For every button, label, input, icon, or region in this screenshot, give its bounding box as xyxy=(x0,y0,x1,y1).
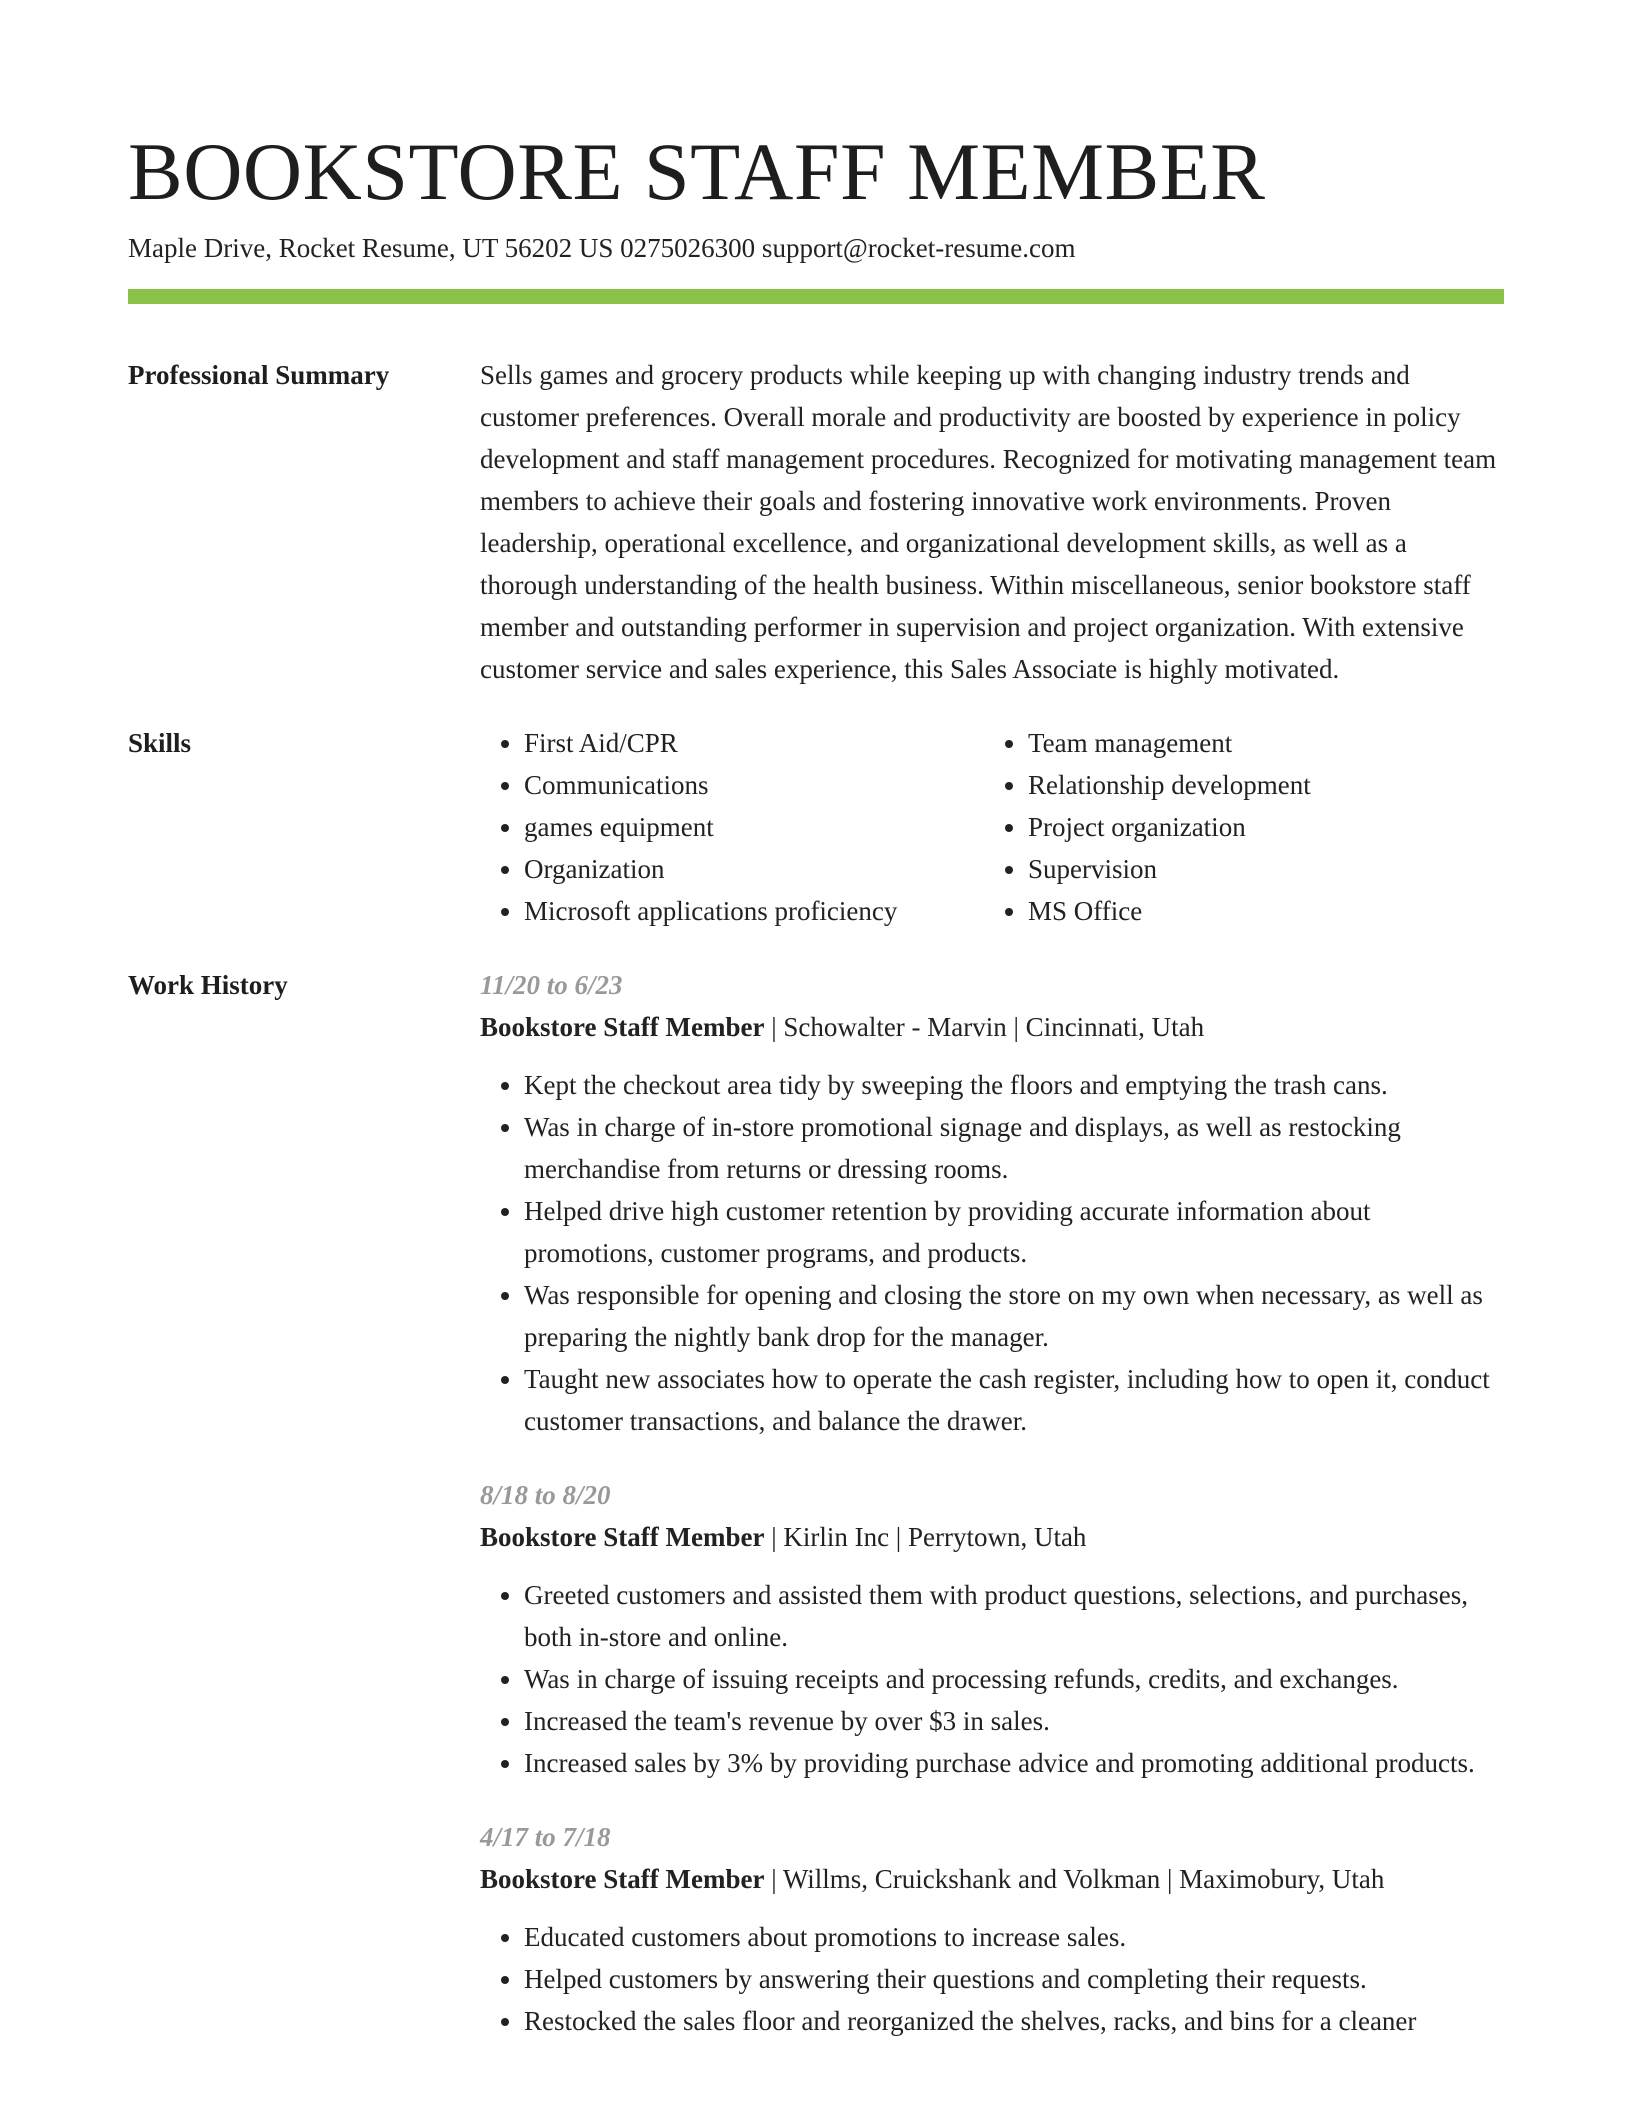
job-dates: 4/17 to 7/18 xyxy=(480,1822,611,1852)
skill-item: • Supervision xyxy=(1028,848,1488,890)
job-bullet: • Kept the checkout area tidy by sweeping the floors and emptying the trash cans. xyxy=(524,1064,1504,1106)
job-bullet: • Educated customers about promotions to increase sales. xyxy=(524,1916,1504,1958)
job-title: Bookstore Staff Member xyxy=(480,1864,765,1894)
job-title: Bookstore Staff Member xyxy=(480,1012,765,1042)
job-employer-location: | Schowalter - Marvin | Cincinnati, Utah xyxy=(764,1012,1205,1042)
job-bullets xyxy=(480,1064,1504,1442)
skill-item: • Organization xyxy=(524,848,984,890)
job-title-line xyxy=(480,1006,1504,1048)
job-employer-location: | Kirlin Inc | Perrytown, Utah xyxy=(764,1522,1087,1552)
contact-info: Maple Drive, Rocket Resume, UT 56202 US 0275026300 support@rocket-resume.com xyxy=(128,233,1076,263)
section-body xyxy=(480,964,1504,2042)
skill-item: • Relationship development xyxy=(1028,764,1488,806)
skills-list-right xyxy=(984,722,1488,932)
job-bullets xyxy=(480,1916,1504,2042)
job-employer-location: | Willms, Cruickshank and Volkman | Maximobury, Utah xyxy=(764,1864,1385,1894)
skills-section xyxy=(128,722,1504,932)
job-bullet: • Increased the team's revenue by over $3 in sales. xyxy=(524,1700,1504,1742)
candidate-name: BOOKSTORE STAFF MEMBER xyxy=(128,126,1266,217)
professional-summary-section xyxy=(128,354,1504,690)
job-entry xyxy=(480,1816,1504,2042)
job-entry xyxy=(480,964,1504,1442)
job-bullet: • Was in charge of in-store promotional signage and displays, as well as restocking merchandise from returns or dressing rooms. xyxy=(524,1106,1504,1190)
job-entry xyxy=(480,1474,1504,1784)
header-accent-rule xyxy=(128,289,1504,304)
section-heading: Work History xyxy=(128,970,288,1000)
section-heading: Skills xyxy=(128,728,192,758)
job-title-line xyxy=(480,1858,1504,1900)
skill-item: • games equipment xyxy=(524,806,984,848)
job-bullet: • Restocked the sales floor and reorganized the shelves, racks, and bins for a cleaner xyxy=(524,2000,1504,2042)
job-title-line xyxy=(480,1516,1504,1558)
job-dates: 8/18 to 8/20 xyxy=(480,1480,611,1510)
resume-page xyxy=(128,0,1504,2042)
job-bullet: • Taught new associates how to operate the cash register, including how to open it, conduct customer transactions, and balance the drawer. xyxy=(524,1358,1504,1442)
job-bullet: • Was responsible for opening and closing the store on my own when necessary, as well as preparing the nightly bank drop for the manager. xyxy=(524,1274,1504,1358)
work-history-section xyxy=(128,964,1504,2042)
section-body xyxy=(480,354,1504,690)
summary-text: Sells games and grocery products while keeping up with changing industry trends and customer preferences. Overall morale and productivity are boosted by experience in policy development and staff management procedures. Recognized for motivating management team members to achieve their goals and fostering innovative work environments. Proven leadership, operational excellence, and organizational development skills, as well as a thorough understanding of the health business. Within miscellaneous, senior bookstore staff member and outstanding performer in supervision and project organization. With extensive customer service and sales experience, this Sales Associate is highly motivated. xyxy=(480,360,1497,684)
job-bullet: • Helped drive high customer retention by providing accurate information about promotions, customer programs, and products. xyxy=(524,1190,1504,1274)
skills-columns xyxy=(480,722,1504,932)
section-heading: Professional Summary xyxy=(128,360,390,390)
job-title: Bookstore Staff Member xyxy=(480,1522,765,1552)
skill-item: • MS Office xyxy=(1028,890,1488,932)
job-dates: 11/20 to 6/23 xyxy=(480,970,623,1000)
job-bullets xyxy=(480,1574,1504,1784)
skill-item: • First Aid/CPR xyxy=(524,722,984,764)
skill-item: • Team management xyxy=(1028,722,1488,764)
job-bullet: • Greeted customers and assisted them with product questions, selections, and purchases, both in-store and online. xyxy=(524,1574,1504,1658)
skills-list-left xyxy=(480,722,984,932)
job-bullet: • Was in charge of issuing receipts and processing refunds, credits, and exchanges. xyxy=(524,1658,1504,1700)
skill-item: • Communications xyxy=(524,764,984,806)
job-bullet: • Helped customers by answering their questions and completing their requests. xyxy=(524,1958,1504,2000)
job-bullet: • Increased sales by 3% by providing purchase advice and promoting additional products. xyxy=(524,1742,1504,1784)
skill-item: • Microsoft applications proficiency xyxy=(524,890,984,932)
skill-item: • Project organization xyxy=(1028,806,1488,848)
